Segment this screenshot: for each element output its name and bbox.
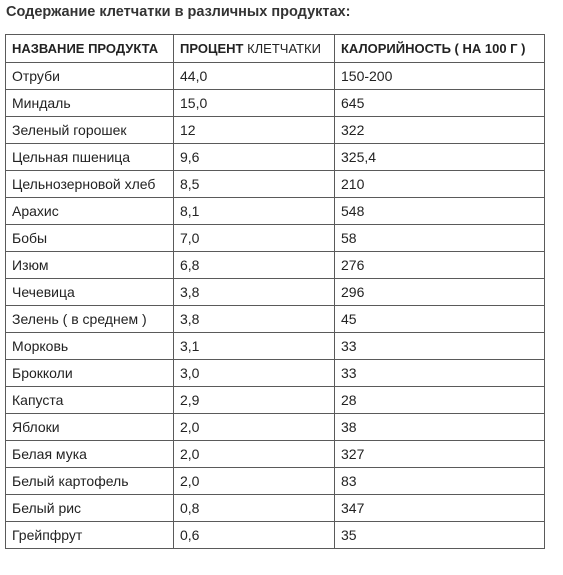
calories-cell: 33 (335, 360, 545, 387)
table-body (6, 63, 545, 549)
product-name-cell: Чечевица (6, 279, 174, 306)
fiber-percent-cell: 8,5 (174, 171, 335, 198)
product-name-cell: Зеленый горошек (6, 117, 174, 144)
calories-cell: 276 (335, 252, 545, 279)
product-name-cell: Миндаль (6, 90, 174, 117)
product-name-cell: Грейпфрут (6, 522, 174, 549)
fiber-percent-cell: 2,0 (174, 414, 335, 441)
fiber-percent-cell: 0,8 (174, 495, 335, 522)
product-name-cell: Изюм (6, 252, 174, 279)
table-row (6, 468, 545, 495)
table-row (6, 414, 545, 441)
table-row (6, 90, 545, 117)
fiber-percent-cell: 7,0 (174, 225, 335, 252)
page-title: Содержание клетчатки в различных продуктах: (6, 4, 351, 20)
product-name-cell: Отруби (6, 63, 174, 90)
fiber-percent-cell: 2,9 (174, 387, 335, 414)
fiber-percent-cell: 3,0 (174, 360, 335, 387)
table-row (6, 306, 545, 333)
calories-cell: 322 (335, 117, 545, 144)
table-row (6, 522, 545, 549)
table-row (6, 225, 545, 252)
calories-cell: 347 (335, 495, 545, 522)
calories-cell: 296 (335, 279, 545, 306)
table-row (6, 387, 545, 414)
table-row (6, 360, 545, 387)
calories-cell: 210 (335, 171, 545, 198)
product-name-cell: Брокколи (6, 360, 174, 387)
calories-cell: 645 (335, 90, 545, 117)
calories-cell: 548 (335, 198, 545, 225)
table-row (6, 198, 545, 225)
table-row (6, 495, 545, 522)
column-header-fiber-percent-light: КЛЕТЧАТКИ (243, 41, 321, 56)
table-row (6, 333, 545, 360)
table-row (6, 144, 545, 171)
calories-cell: 28 (335, 387, 545, 414)
product-name-cell: Арахис (6, 198, 174, 225)
fiber-percent-cell: 12 (174, 117, 335, 144)
product-name-cell: Бобы (6, 225, 174, 252)
product-name-cell: Цельнозерновой хлеб (6, 171, 174, 198)
fiber-percent-cell: 15,0 (174, 90, 335, 117)
product-name-cell: Капуста (6, 387, 174, 414)
calories-cell: 83 (335, 468, 545, 495)
fiber-percent-cell: 44,0 (174, 63, 335, 90)
calories-cell: 38 (335, 414, 545, 441)
table-row (6, 279, 545, 306)
table-row (6, 63, 545, 90)
table-row (6, 117, 545, 144)
fiber-percent-cell: 3,8 (174, 306, 335, 333)
fiber-percent-cell: 2,0 (174, 468, 335, 495)
product-name-cell: Белый рис (6, 495, 174, 522)
column-header-calories: КАЛОРИЙНОСТЬ ( НА 100 Г ) (335, 35, 545, 63)
column-header-fiber-percent-bold: ПРОЦЕНТ (180, 41, 244, 56)
calories-cell: 150-200 (335, 63, 545, 90)
calories-cell: 45 (335, 306, 545, 333)
table-header-row (6, 35, 545, 63)
product-name-cell: Зелень ( в среднем ) (6, 306, 174, 333)
calories-cell: 35 (335, 522, 545, 549)
fiber-percent-cell: 3,8 (174, 279, 335, 306)
product-name-cell: Цельная пшеница (6, 144, 174, 171)
product-name-cell: Белая мука (6, 441, 174, 468)
table-row (6, 441, 545, 468)
calories-cell: 58 (335, 225, 545, 252)
calories-cell: 325,4 (335, 144, 545, 171)
fiber-percent-cell: 8,1 (174, 198, 335, 225)
fiber-percent-cell: 0,6 (174, 522, 335, 549)
table-row (6, 252, 545, 279)
calories-cell: 33 (335, 333, 545, 360)
fiber-percent-cell: 2,0 (174, 441, 335, 468)
table-row (6, 171, 545, 198)
product-name-cell: Морковь (6, 333, 174, 360)
fiber-percent-cell: 6,8 (174, 252, 335, 279)
fiber-percent-cell: 9,6 (174, 144, 335, 171)
column-header-fiber-percent (174, 35, 335, 63)
fiber-percent-cell: 3,1 (174, 333, 335, 360)
product-name-cell: Яблоки (6, 414, 174, 441)
product-name-cell: Белый картофель (6, 468, 174, 495)
calories-cell: 327 (335, 441, 545, 468)
column-header-product-name: НАЗВАНИЕ ПРОДУКТА (6, 35, 174, 63)
fiber-content-table (5, 34, 545, 549)
